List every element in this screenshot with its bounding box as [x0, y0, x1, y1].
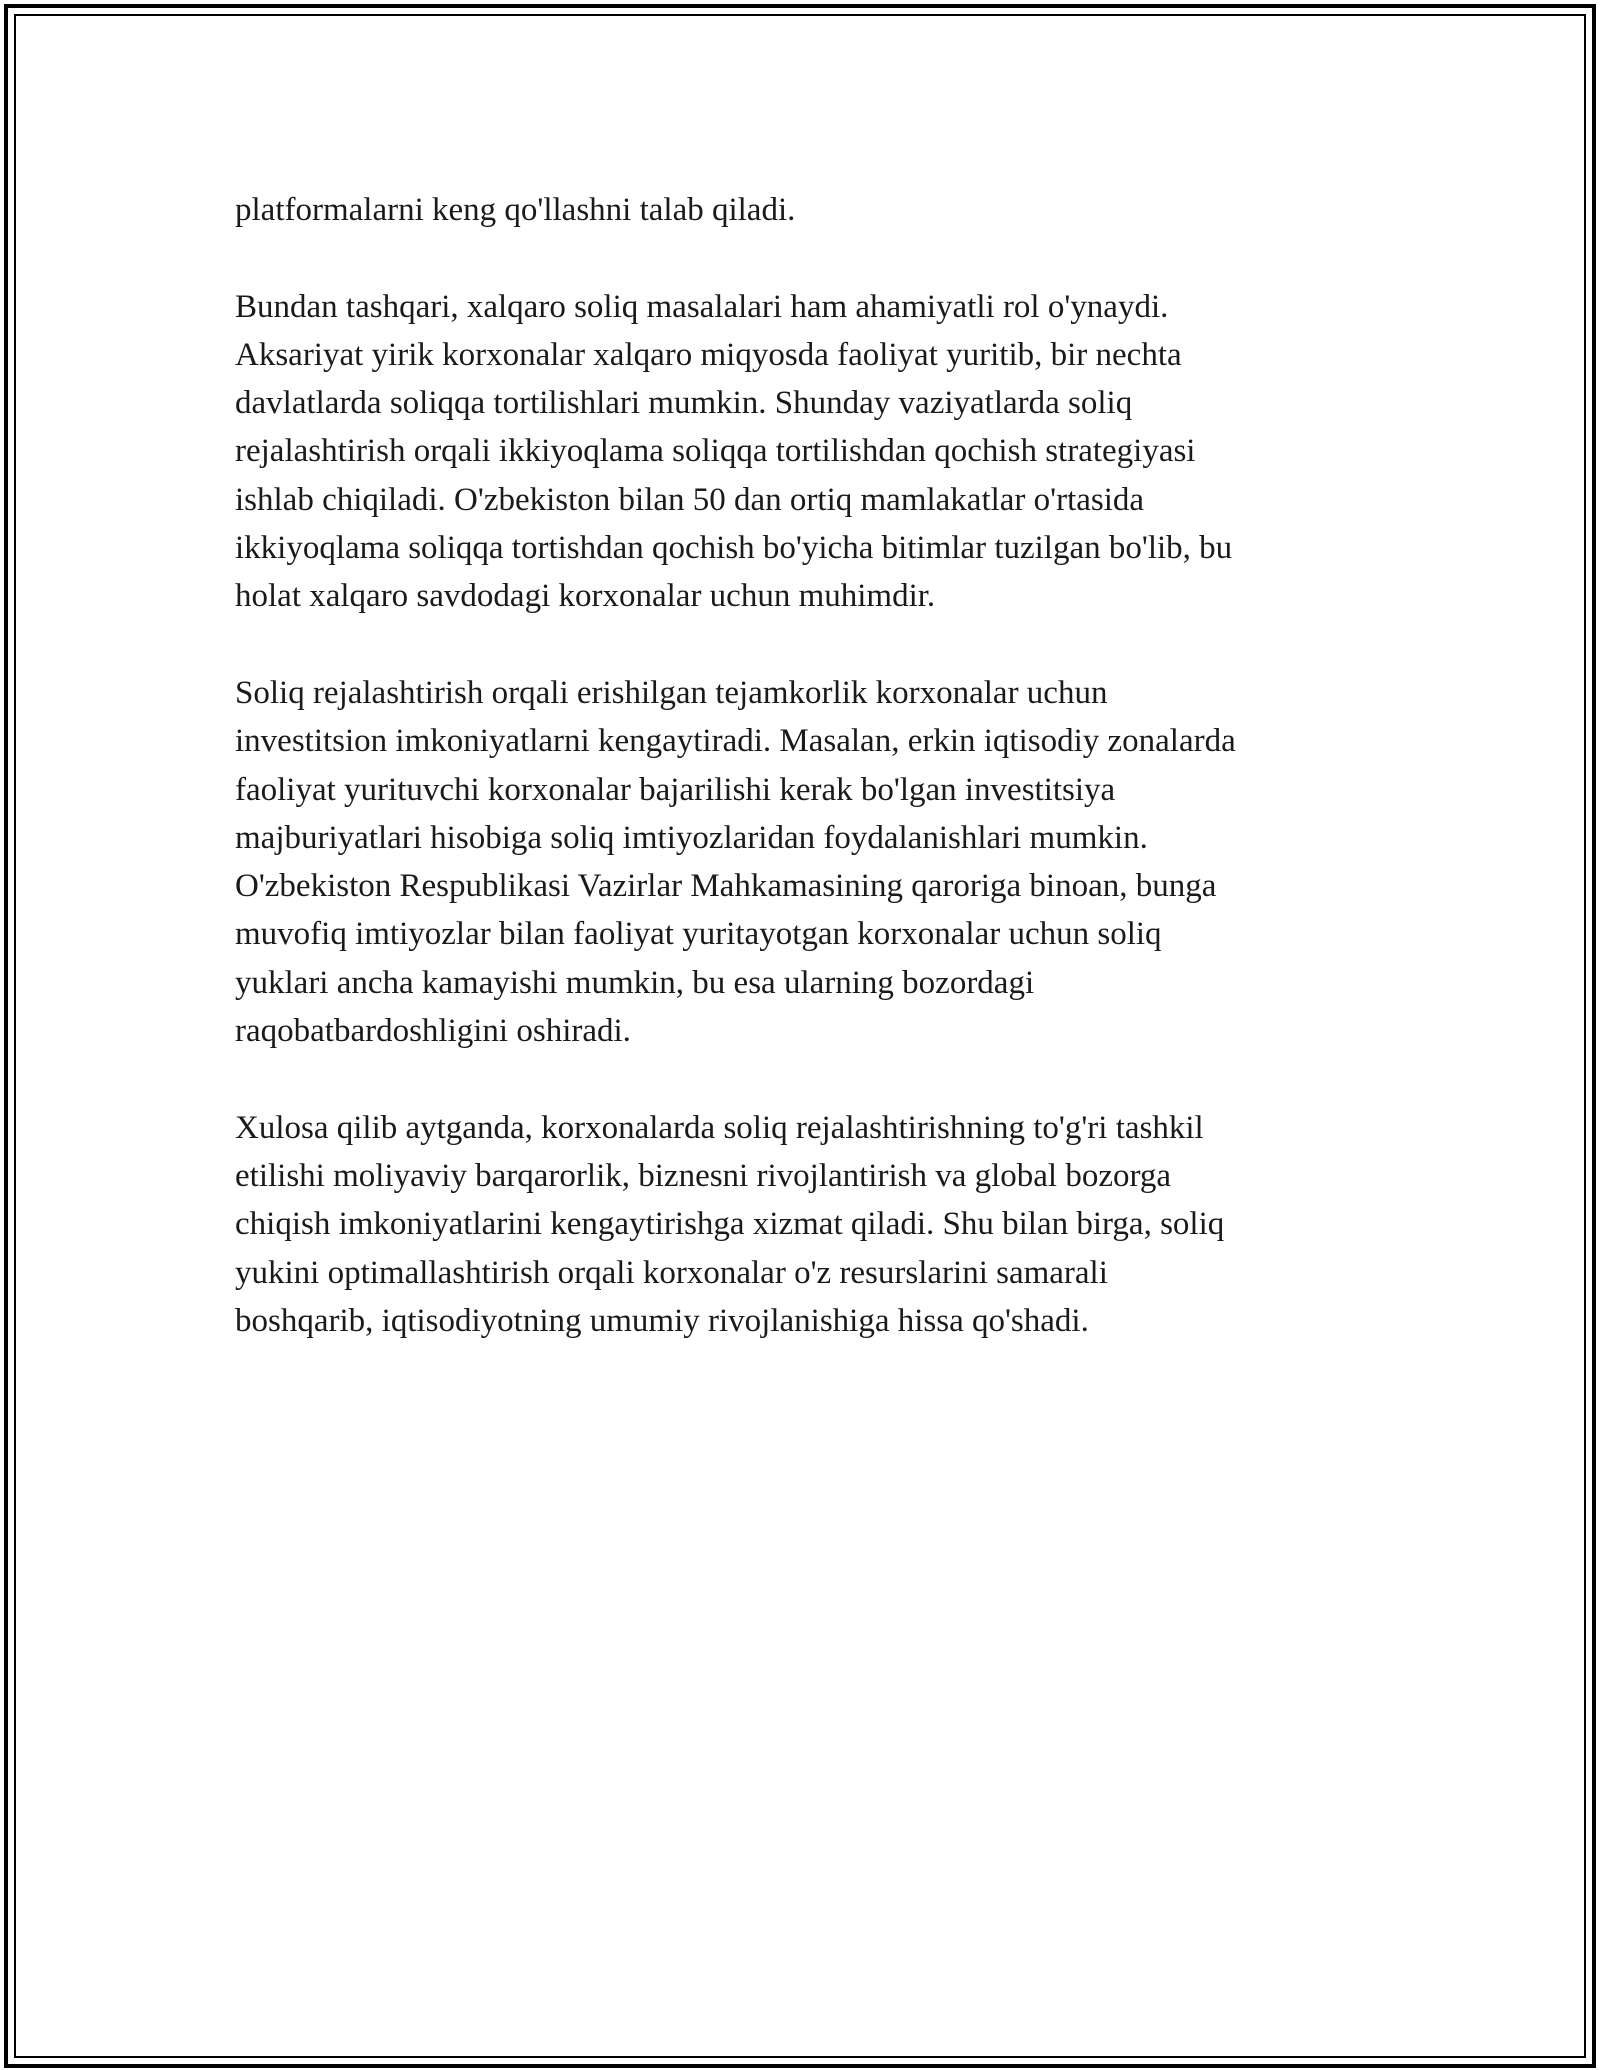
paragraph [235, 283, 1365, 621]
paragraph [235, 1104, 1365, 1345]
text-line: raqobatbardoshligini oshiradi. [235, 1013, 631, 1050]
text-line: Aksariyat yirik korxonalar xalqaro miqyosda faoliyat yuritib, bir nechta [235, 336, 1182, 373]
text-line: Bundan tashqari, xalqaro soliq masalalari ham ahamiyatli rol o'ynaydi. [235, 288, 1169, 325]
text-line: holat xalqaro savdodagi korxonalar uchun muhimdir. [235, 578, 936, 615]
text-line: yukini optimallashtirish orqali korxonalar o'z resurslarini samarali [235, 1254, 1108, 1291]
text-line: majburiyatlari hisobiga soliq imtiyozlaridan foydalanishlari mumkin. [235, 819, 1148, 856]
text-line: faoliyat yurituvchi korxonalar bajarilishi kerak bo'lgan investitsiya [235, 771, 1116, 808]
paragraph [235, 669, 1365, 1055]
text-line: platformalarni keng qo'llashni talab qiladi. [235, 192, 796, 228]
text-line: ikkiyoqlama soliqqa tortishdan qochish bo'yicha bitimlar tuzilgan bo'lib, bu [235, 530, 1233, 567]
text-line: etilishi moliyaviy barqarorlik, biznesni rivojlantirish va global bozorga [235, 1157, 1172, 1194]
text-line: davlatlarda soliqqa tortilishlari mumkin. Shunday vaziyatlarda soliq [235, 385, 1133, 422]
text-line: Soliq rejalashtirish orqali erishilgan tejamkorlik korxonalar uchun [235, 674, 1108, 711]
text-line: boshqarib, iqtisodiyotning umumiy rivojlanishiga hissa qo'shadi. [235, 1302, 1089, 1339]
text-line: Xulosa qilib aytganda, korxonalarda soliq rejalashtirishning to'g'ri tashkil [235, 1109, 1204, 1146]
text-line: rejalashtirish orqali ikkiyoqlama soliqqa tortilishdan qochish strategiyasi [235, 433, 1196, 470]
text-line: yuklari ancha kamayishi mumkin, bu esa ularning bozordagi [235, 964, 1035, 1001]
text-line: ishlab chiqiladi. O'zbekiston bilan 50 dan ortiq mamlakatlar o'rtasida [235, 481, 1145, 518]
text-line: muvofiq imtiyozlar bilan faoliyat yuritayotgan korxonalar uchun soliq [235, 916, 1162, 953]
document-body [235, 186, 1365, 1393]
text-line: investitsion imkoniyatlarni kengaytiradi. Masalan, erkin iqtisodiy zonalarda [235, 723, 1236, 760]
paragraph [235, 186, 1365, 234]
text-line: chiqish imkoniyatlarini kengaytirishga xizmat qiladi. Shu bilan birga, soliq [235, 1206, 1225, 1243]
text-line: O'zbekiston Respublikasi Vazirlar Mahkamasining qaroriga binoan, bunga [235, 868, 1217, 905]
